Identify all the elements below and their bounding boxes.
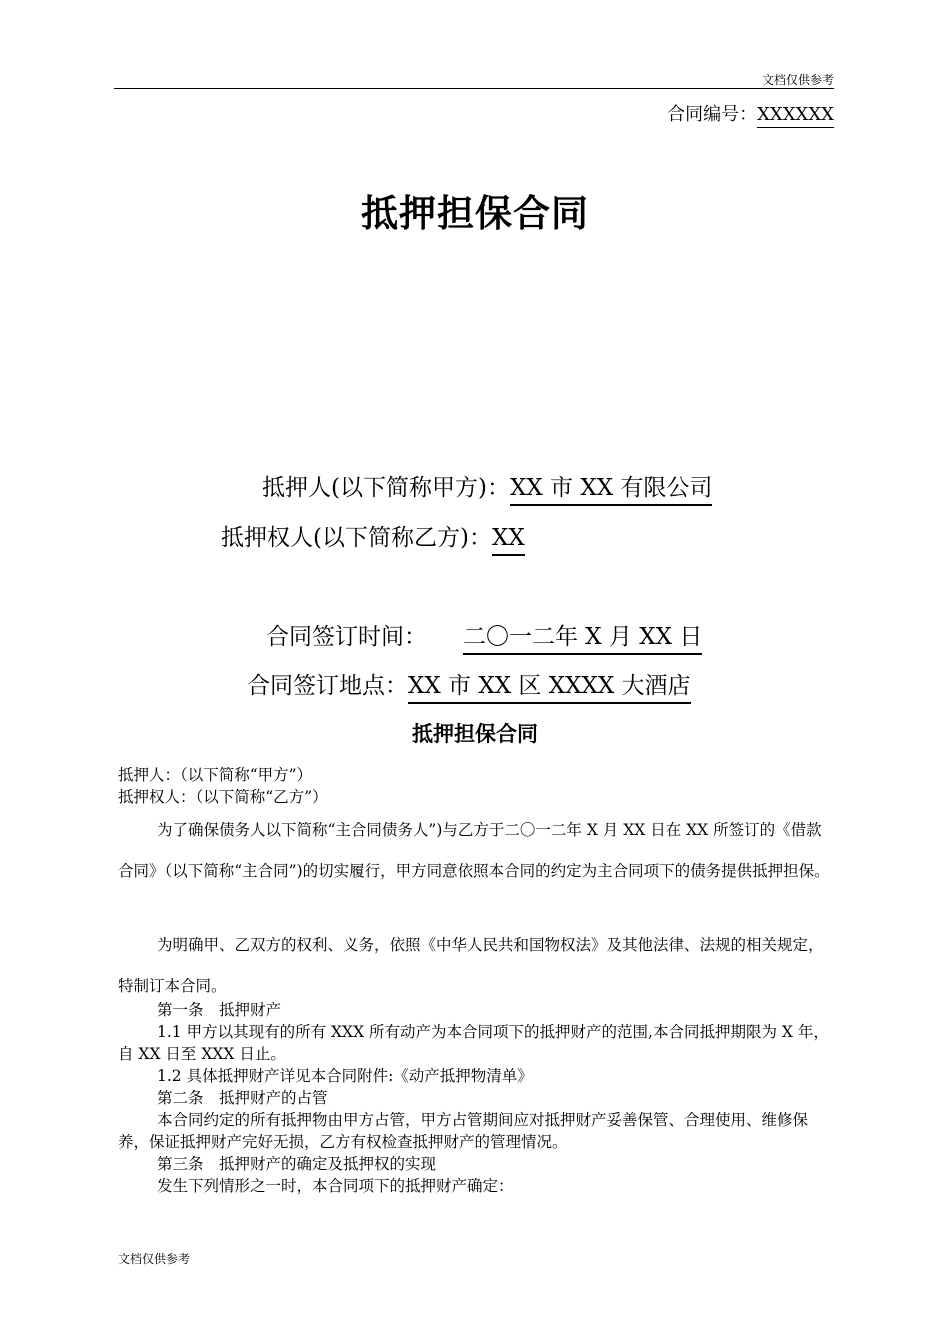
sign-place-value: XX 市 XX 区 XXXX 大酒店 (408, 673, 691, 704)
party-b-line: 抵押权人：（以下简称“乙方”） (118, 788, 328, 806)
cover-title: 抵押担保合同 (361, 192, 589, 235)
sign-time-value: 二〇一二年 X 月 XX 日 (463, 624, 702, 655)
article-2-text: 本合同约定的所有抵押物由甲方占管，甲方占管期间应对抵押财产妥善保管、合理使用、维修保养，保证抵押财产完好无损，乙方有权检查抵押财产的管理情况。 (118, 1111, 809, 1151)
article-3-title: 第三条 抵押财产的确定及抵押权的实现 (157, 1155, 437, 1173)
footer-note: 文档仅供参考 (118, 1252, 191, 1266)
article-1-1: 1.1 甲方以其现有的所有 XXX 所有动产为本合同项下的抵押财产的范围,本合同抵押期限为 X 年，自 XX 日至 XXX 日止。 (118, 1023, 829, 1063)
article-2-title: 第二条 抵押财产的占管 (157, 1089, 328, 1107)
article-1-2: 1.2 具体抵押财产详见本合同附件:《动产抵押物清单》 (157, 1067, 533, 1085)
cover-sign-time (266, 618, 702, 651)
article-1-title: 第一条 抵押财产 (157, 1001, 282, 1019)
body-title: 抵押担保合同 (412, 722, 538, 746)
cover-sign-place (247, 667, 691, 700)
article-3-text: 发生下列情形之一时，本合同项下的抵押财产确定： (157, 1177, 514, 1195)
mortgagor-label: 抵押人(以下简称甲方)： (262, 475, 510, 501)
mortgagor-value: XX 市 XX 有限公司 (510, 475, 712, 506)
sign-time-label: 合同签订时间： (266, 624, 427, 650)
paragraph-purpose: 为了确保债务人以下简称“主合同债务人”)与乙方于二〇一二年 X 月 XX 日在 XX 所签订的《借款合同》（以下简称“主合同”)的切实履行，甲方同意依照本合同的约定为主合同项下的债务提供抵押担保。 (118, 821, 830, 880)
header-rule (114, 88, 834, 89)
contract-number-label: 合同编号： (667, 104, 758, 125)
sign-place-label: 合同签订地点： (247, 673, 408, 699)
party-a-line: 抵押人：（以下简称“甲方”） (118, 766, 313, 784)
mortgagee-label: 抵押权人(以下简称乙方)： (221, 525, 492, 551)
cover-mortgagor (262, 469, 712, 502)
cover-mortgagee (221, 519, 525, 552)
contract-number-value: XXXXXX (757, 104, 834, 128)
header-note: 文档仅供参考 (761, 73, 834, 87)
paragraph-basis: 为明确甲、乙双方的权利、义务，依照《中华人民共和国物权法》及其他法律、法规的相关规定，特制订本合同。 (118, 936, 824, 995)
mortgagee-value: XX (492, 525, 525, 556)
contract-number (667, 100, 834, 126)
